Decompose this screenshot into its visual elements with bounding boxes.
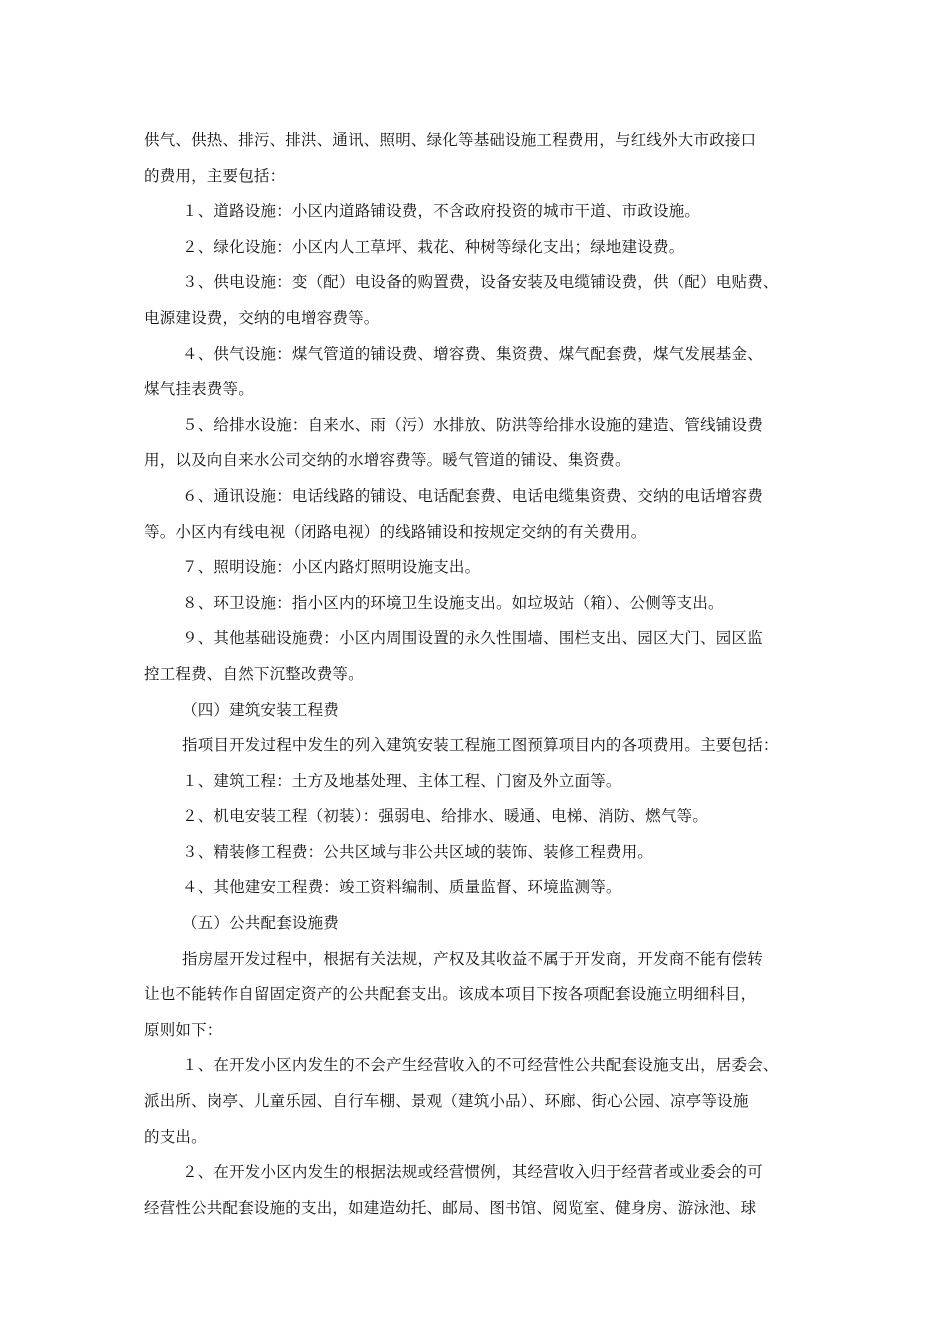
- text-line: ４、供气设施：煤气管道的铺设费、增容费、集资费、煤气配套费，煤气发展基金、: [182, 344, 763, 363]
- text-line: ７、照明设施：小区内路灯照明设施支出。: [182, 558, 481, 577]
- text-line: 的支出。: [144, 1127, 207, 1146]
- text-line: 指房屋开发过程中，根据有关法规，产权及其收益不属于开发商，开发商不能有偿转: [182, 949, 763, 968]
- text-line: 经营性公共配套设施的支出，如建造幼托、邮局、图书馆、阅览室、健身房、游泳池、球: [144, 1198, 757, 1217]
- text-line: ５、给排水设施：自来水、雨（污）水排放、防洪等给排水设施的建造、管线铺设费: [182, 415, 763, 434]
- text-line: ２、绿化设施：小区内人工草坪、栽花、种树等绿化支出；绿地建设费。: [182, 237, 685, 256]
- text-line: （五）公共配套设施费: [182, 914, 340, 933]
- text-line: 用，以及向自来水公司交纳的水增容费等。暖气管道的铺设、集资费。: [144, 451, 631, 470]
- text-line: 控工程费、自然下沉整改费等。: [144, 664, 364, 683]
- text-line: 煤气挂表费等。: [144, 380, 254, 399]
- text-line: ３、精装修工程费：公共区域与非公共区域的装饰、装修工程费用。: [182, 842, 654, 861]
- text-line: 的费用，主要包括：: [144, 166, 286, 185]
- text-line: ３、供电设施：变（配）电设备的购置费，设备安装及电缆铺设费，供（配）电贴费、: [182, 273, 779, 292]
- text-line: 指项目开发过程中发生的列入建筑安装工程施工图预算项目内的各项费用。主要包括：: [182, 736, 779, 755]
- text-line: ２、机电安装工程（初装）：强弱电、给排水、暖通、电梯、消防、燃气等。: [182, 807, 709, 826]
- text-line: ８、环卫设施：指小区内的环境卫生设施支出。如垃圾站（箱）、公侧等支出。: [182, 593, 724, 612]
- text-line: ６、通讯设施：电话线路的铺设、电话配套费、电话电缆集资费、交纳的电话增容费: [182, 486, 763, 505]
- text-line: １、建筑工程：土方及地基处理、主体工程、门窗及外立面等。: [182, 771, 622, 790]
- text-line: 电源建设费，交纳的电增容费等。: [144, 308, 380, 327]
- text-line: 等。小区内有线电视（闭路电视）的线路铺设和按规定交纳的有关费用。: [144, 522, 647, 541]
- text-line: 派出所、岗亭、儿童乐园、自行车棚、景观（建筑小品）、环廊、街心公园、凉亭等设施: [144, 1092, 749, 1111]
- text-line: ４、其他建安工程费：竣工资料编制、质量监督、环境监测等。: [182, 878, 622, 897]
- text-line: １、在开发小区内发生的不会产生经营收入的不可经营性公共配套设施支出，居委会、: [182, 1056, 779, 1075]
- document-body: [144, 123, 824, 1226]
- text-line: ９、其他基础设施费：小区内周围设置的永久性围墙、围栏支出、园区大门、园区监: [182, 629, 763, 648]
- text-line: １、道路设施：小区内道路铺设费，不含政府投资的城市干道、市政设施。: [182, 202, 701, 221]
- text-line: 让也不能转作自留固定资产的公共配套支出。该成本项目下按各项配套设施立明细科目，: [144, 985, 757, 1004]
- text-line: （四）建筑安装工程费: [182, 700, 340, 719]
- text-line: 供气、供热、排污、排洪、通讯、照明、绿化等基础设施工程费用，与红线外大市政接口: [144, 131, 757, 149]
- text-line: ２、在开发小区内发生的根据法规或经营惯例，其经营收入归于经营者或业委会的可: [182, 1163, 763, 1182]
- text-line: 原则如下：: [144, 1020, 223, 1039]
